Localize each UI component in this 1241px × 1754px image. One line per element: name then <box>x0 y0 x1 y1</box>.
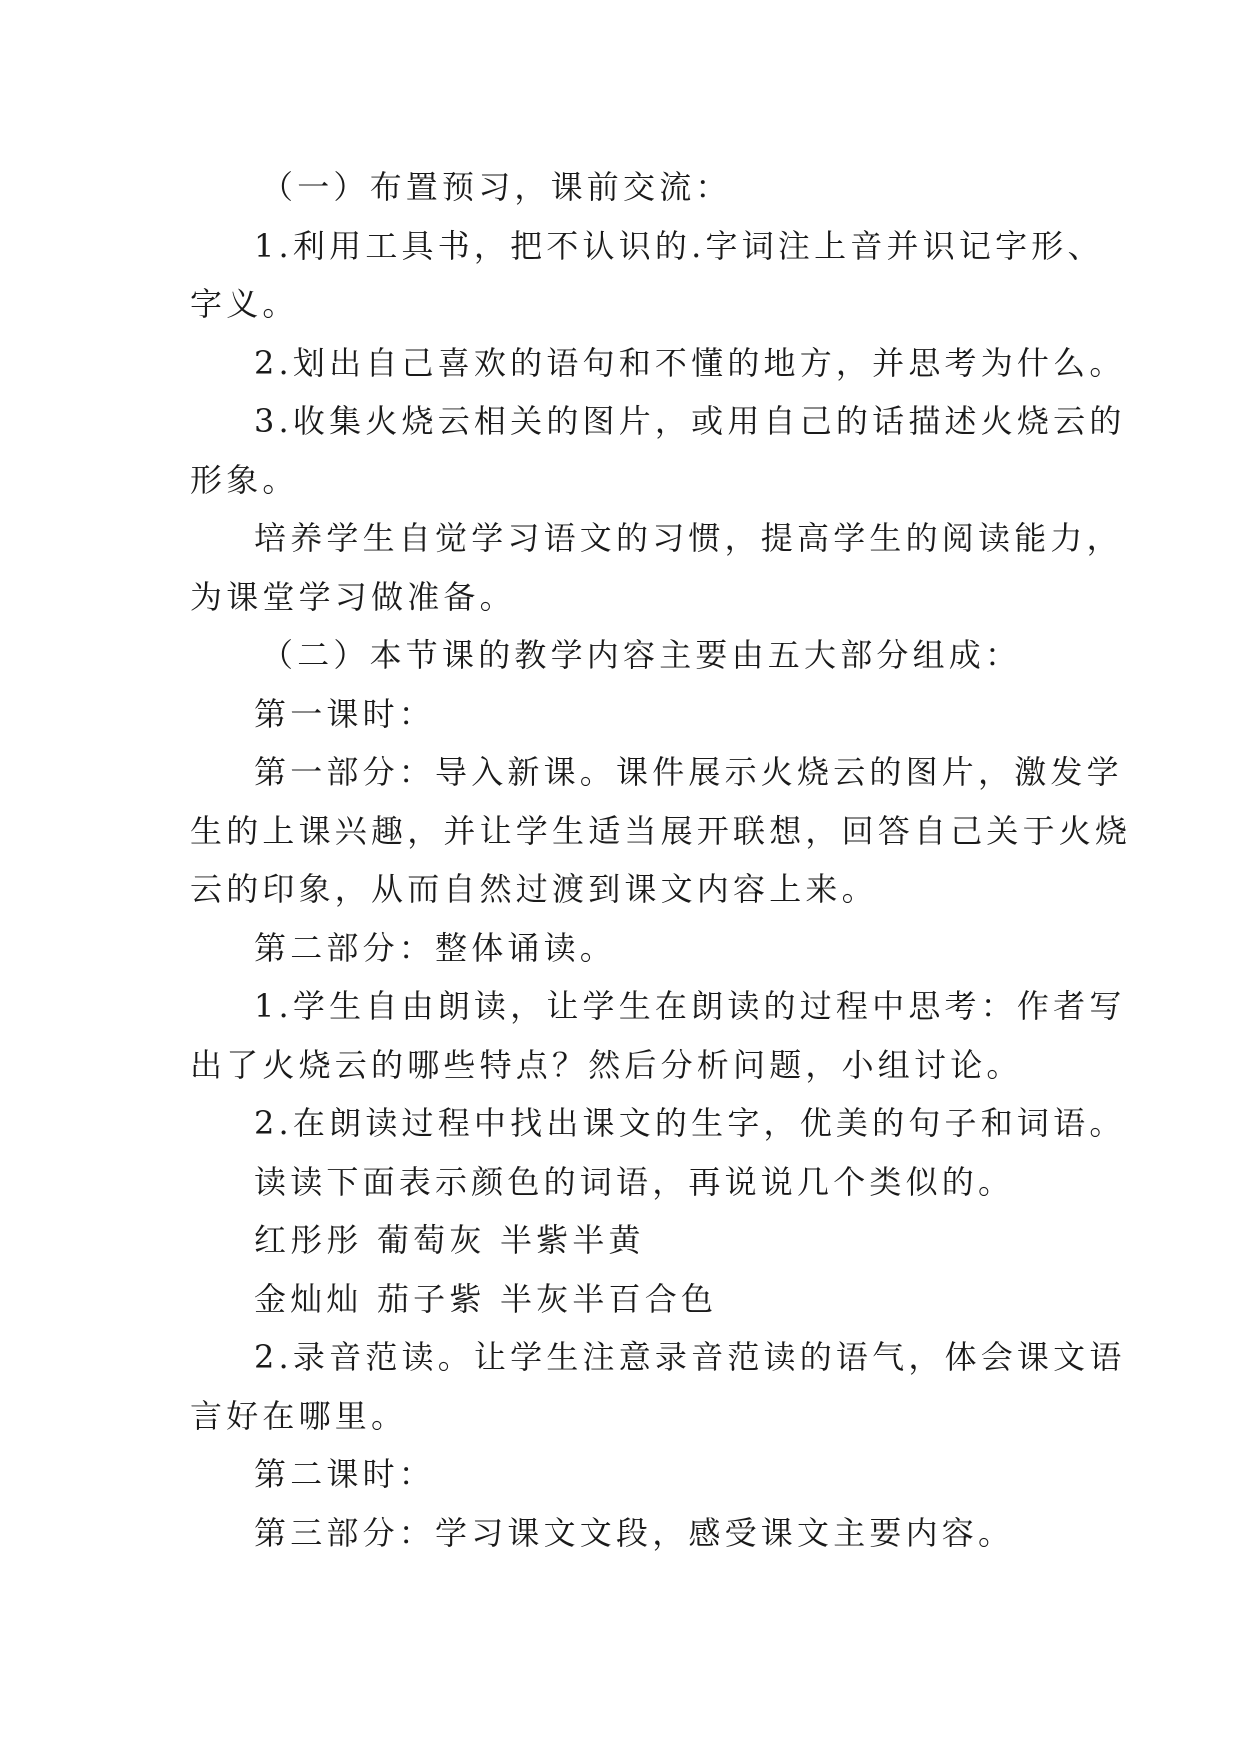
part-two-item-1-line-1: 1.学生自由朗读，让学生在朗读的过程中思考：作者写 <box>254 987 1126 1025</box>
color-words-row-2: 金灿灿 茄子紫 半灰半百合色 <box>254 1279 718 1318</box>
recording-reading-line-1: 2.录音范读。让学生注意录音范读的语气，体会课文语 <box>254 1338 1126 1376</box>
list-item-3-line-2: 形象。 <box>190 460 299 499</box>
color-words-row-1: 红彤彤 葡萄灰 半紫半黄 <box>254 1221 645 1259</box>
section-heading-preview: （一）布置预习，课前交流： <box>261 168 732 206</box>
list-item-2: 2.划出自己喜欢的语句和不懂的地方，并思考为什么。 <box>254 343 1126 382</box>
lesson-heading-first: 第一课时： <box>254 694 436 733</box>
part-two-item-1-line-2: 出了火烧云的哪些特点？然后分析问题，小组讨论。 <box>190 1045 1023 1084</box>
lesson-heading-second: 第二课时： <box>254 1455 436 1493</box>
color-words-intro: 读读下面表示颜色的词语，再说说几个类似的。 <box>254 1162 1015 1201</box>
paragraph-goal-line-1: 培养学生自觉学习语文的习惯，提高学生的阅读能力， <box>254 519 1123 557</box>
list-item-3-line-1: 3.收集火烧云相关的图片，或用自己的话描述火烧云的 <box>254 402 1126 440</box>
part-two-item-2: 2.在朗读过程中找出课文的生字，优美的句子和词语。 <box>254 1104 1126 1142</box>
recording-reading-line-2: 言好在哪里。 <box>190 1396 408 1435</box>
section-heading-content: （二）本节课的教学内容主要由五大部分组成： <box>261 636 1022 674</box>
part-three-heading: 第三部分：学习课文文段，感受课文主要内容。 <box>254 1513 1015 1552</box>
part-one-line-3: 云的印象，从而自然过渡到课文内容上来。 <box>190 870 878 908</box>
part-one-line-2: 生的上课兴趣，并让学生适当展开联想，回答自己关于火烧 <box>190 811 1132 850</box>
document-body <box>190 158 1132 1562</box>
part-one-line-1: 第一部分：导入新课。课件展示火烧云的图片，激发学 <box>254 753 1123 791</box>
part-two-heading: 第二部分：整体诵读。 <box>254 928 617 967</box>
list-item-1-line-1: 1.利用工具书，把不认识的.字词注上音并识记字形、 <box>254 226 1104 265</box>
paragraph-goal-line-2: 为课堂学习做准备。 <box>190 577 516 616</box>
list-item-1-line-2: 字义。 <box>190 285 299 323</box>
